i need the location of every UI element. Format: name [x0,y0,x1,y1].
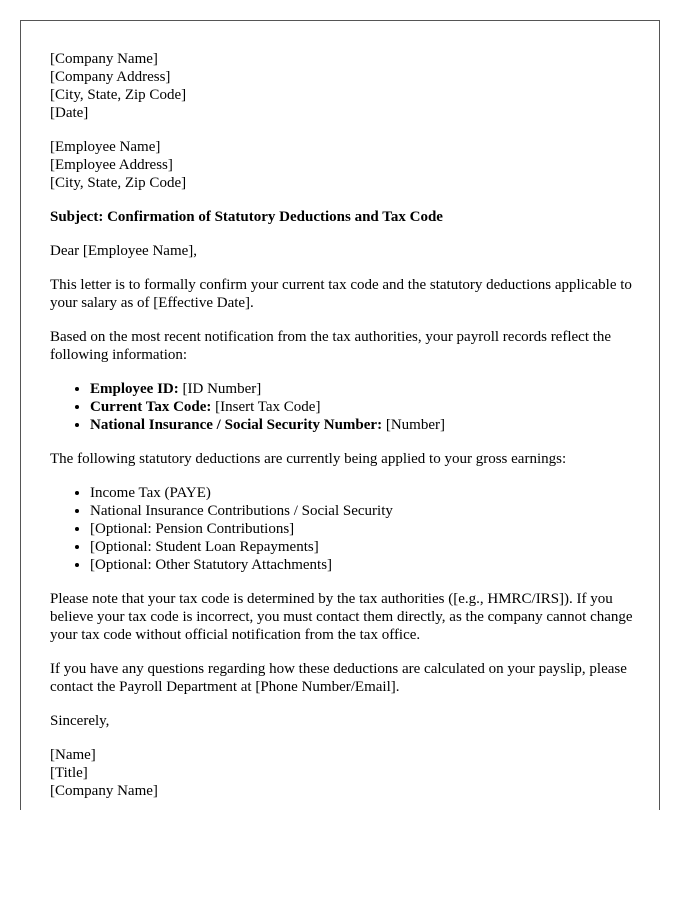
closing: Sincerely, [50,713,110,729]
salutation: Dear [Employee Name], [50,243,198,259]
recipient-city-state-zip: [City, State, Zip Code] [50,175,187,191]
list-item: • National Insurance Contributions / Social Security [90,502,640,520]
tax-authority-paragraph: Please note that your tax code is determined by the tax authorities ([e.g., HMRC/IRS]). If you believe your tax code is incorrect, you must contact them directly, as the company cannot change your tax code without official notification from the tax office. [50,591,633,643]
letter-page [20,20,660,810]
info-value: [Number] [382,417,445,433]
sender-company-address: [Company Address] [50,69,171,85]
info-list [50,380,640,434]
info-value: [ID Number] [178,381,262,397]
sender-company-name: [Company Name] [50,51,158,67]
deductions-paragraph: The following statutory deductions are currently being applied to your gross earnings: [50,451,567,467]
deductions-list [50,484,640,574]
sender-city-state-zip: [City, State, Zip Code] [50,87,187,103]
signature-name: [Name] [50,747,96,763]
info-value: [Insert Tax Code] [211,399,321,415]
recipient-address: [Employee Address] [50,157,173,173]
signature-company-name: [Company Name] [50,783,158,799]
sender-block [50,50,640,122]
list-item: • [Optional: Student Loan Repayments] [90,538,640,556]
intro-paragraph: This letter is to formally confirm your current tax code and the statutory deductions applicable to your salary as of [Effective Date]. [50,277,632,311]
signature-title: [Title] [50,765,88,781]
list-item [90,398,640,416]
info-key: Current Tax Code: [90,399,212,415]
contact-paragraph: If you have any questions regarding how these deductions are calculated on your payslip, please contact the Payroll Department at [Phone Number/Email]. [50,661,627,695]
list-item: • [Optional: Other Statutory Attachments] [90,556,640,574]
letter-content [50,50,640,816]
list-item [90,416,640,434]
recipient-name: [Employee Name] [50,139,161,155]
signature-block [50,746,640,800]
recipient-block [50,138,640,192]
list-item: • Income Tax (PAYE) [90,484,640,502]
records-paragraph: Based on the most recent notification from the tax authorities, your payroll records reflect the following information: [50,329,612,363]
subject-line: Subject: Confirmation of Statutory Deductions and Tax Code [50,209,443,225]
letter-date: [Date] [50,105,89,121]
info-key: National Insurance / Social Security Number: [90,417,383,433]
list-item [90,380,640,398]
info-key: Employee ID: [90,381,179,397]
list-item: • [Optional: Pension Contributions] [90,520,640,538]
